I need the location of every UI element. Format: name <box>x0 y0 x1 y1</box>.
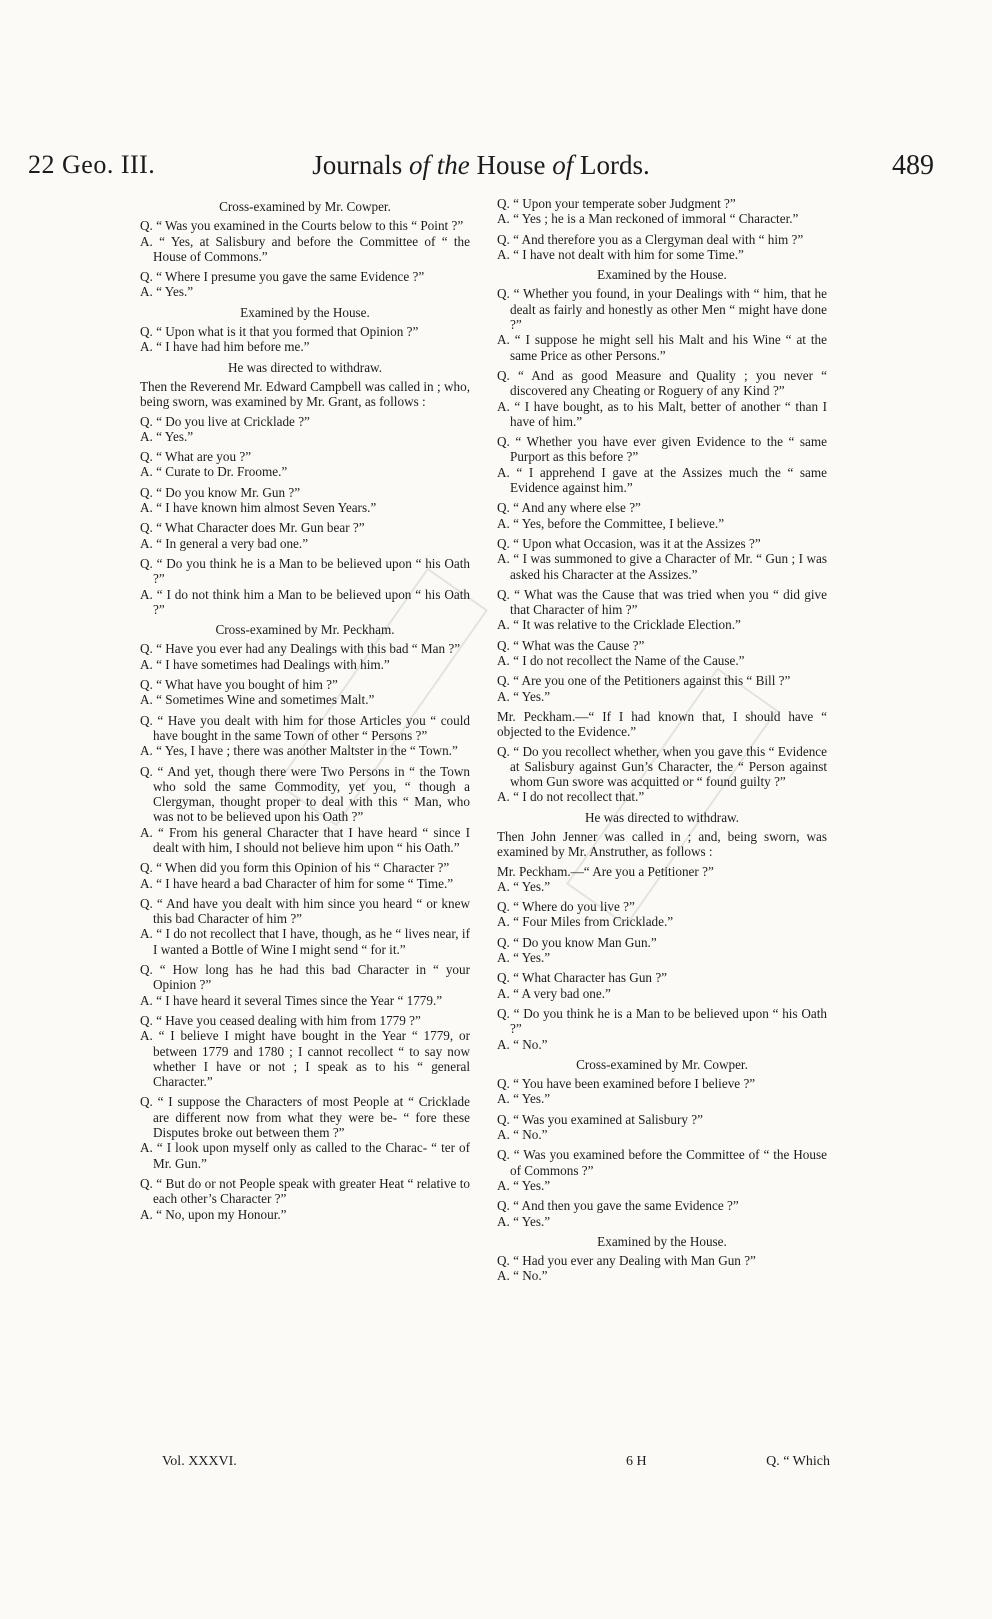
qa-line: A. “ I have had him before me.” <box>140 339 310 355</box>
qa-line: Q. “ Do you live at Cricklade ?” <box>140 413 310 429</box>
question-answer <box>140 1013 470 1089</box>
qa-line: Q. “ And then you gave the same Evidence ?” <box>497 1198 739 1214</box>
qa-line: Q. “ Whether you found, in your Dealings with “ him, that he dealt as fairly and honestly as other Men “ might have done ?” <box>497 286 827 333</box>
question-answer <box>497 1006 827 1052</box>
qa-line: Q. “ How long has he had this bad Character in “ your Opinion ?” <box>140 962 470 993</box>
qa-line: Q. “ What Character does Mr. Gun bear ?” <box>140 520 365 536</box>
section-heading: Examined by the House. <box>597 1233 727 1249</box>
qa-line: A. “ No.” <box>497 1268 548 1284</box>
question-answer <box>497 232 827 263</box>
qa-line: A. “ I have not dealt with him for some Time.” <box>497 246 744 262</box>
question-answer <box>140 1176 470 1222</box>
question-answer <box>140 520 470 551</box>
qa-line: A. “ Yes.” <box>497 950 551 966</box>
qa-line: A. “ I suppose he might sell his Malt and his Wine “ at the same Price as other Persons.” <box>497 332 827 363</box>
question-answer <box>140 218 470 264</box>
qa-line: A. “ No, upon my Honour.” <box>140 1206 287 1222</box>
question-answer <box>497 536 827 582</box>
title-word: Journals <box>312 150 403 180</box>
question-answer <box>497 1076 827 1107</box>
question-answer <box>140 556 470 617</box>
question-answer <box>497 1198 827 1229</box>
qa-line: Q. “ What was the Cause that was tried when you “ did give that Character of him ?” <box>497 586 827 618</box>
qa-line: A. “ I was summoned to give a Character of Mr. “ Gun ; I was asked his Character at the Assizes.” <box>497 551 827 582</box>
qa-line: A. “ Yes.” <box>140 428 194 444</box>
qa-line: A. “ Yes, before the Committee, I believe.” <box>497 515 725 531</box>
qa-line: Q. “ Have you dealt with him for those Articles you “ could have bought in the same Town of other “ Persons ?” <box>140 712 470 743</box>
qa-line: A. “ I have sometimes had Dealings with him.” <box>140 656 390 672</box>
qa-line: Q. “ Upon what is it that you formed that Opinion ?” <box>140 324 419 340</box>
section-heading: Cross-examined by Mr. Peckham. <box>215 622 395 638</box>
qa-line: Q. “ And any where else ?” <box>497 500 641 516</box>
qa-line: Q. “ Upon your temperate sober Judgment ?” <box>497 196 736 211</box>
question-answer <box>497 744 827 805</box>
section-heading: Examined by the House. <box>240 304 370 320</box>
question-answer <box>497 673 827 704</box>
qa-line: Q. “ What Character has Gun ?” <box>497 970 668 986</box>
title-word: House <box>476 150 546 180</box>
qa-line: Q. “ I suppose the Characters of most People at “ Cricklade are different now from what they were be- “ fore these Disputes broke out between them ?” <box>140 1094 470 1141</box>
qa-line: Q. “ Do you think he is a Man to be believed upon “ his Oath ?” <box>497 1005 827 1037</box>
qa-line: Q. “ And therefore you as a Clergyman deal with “ him ?” <box>497 231 804 247</box>
question-answer <box>140 324 470 355</box>
question-answer <box>497 587 827 633</box>
qa-line: A. “ It was relative to the Cricklade Election.” <box>497 617 741 633</box>
qa-line: A. “ I do not recollect that.” <box>497 789 645 805</box>
qa-line: Q. “ Was you examined before the Committee of “ the House of Commons ?” <box>497 1147 827 1178</box>
left-column <box>140 196 470 1227</box>
qa-line: A. “ I have known him almost Seven Years.” <box>140 500 377 516</box>
page-header <box>28 150 934 190</box>
qa-line: A. “ I have bought, as to his Malt, better of another “ than I have of him.” <box>497 398 827 429</box>
question-answer <box>497 935 827 966</box>
qa-line: Q. “ And have you dealt with him since you heard “ or knew this bad Character of him ?” <box>140 895 470 927</box>
qa-line: A. “ I do not think him a Man to be believed upon “ his Oath ?” <box>140 586 470 617</box>
question-answer <box>497 970 827 1001</box>
question-answer <box>497 899 827 930</box>
qa-line: A. “ Yes.” <box>497 878 551 894</box>
section-heading: Cross-examined by Mr. Cowper. <box>576 1056 748 1072</box>
question-answer <box>497 638 827 669</box>
right-column <box>497 196 827 1289</box>
qa-line: Q. “ And yet, though there were Two Persons in “ the Town who sold the same Commodity, yet you, “ though a Clergyman, thought proper to deal with this “ Man, who was not to be believed upon his Oath ?” <box>140 763 470 825</box>
catchword: Q. “ Which <box>766 1454 830 1469</box>
question-answer <box>140 414 470 445</box>
qa-line: A. “ Yes.” <box>497 1091 551 1107</box>
section-heading: He was directed to withdraw. <box>584 809 740 825</box>
narrative-paragraph: Mr. Peckham.—“ If I had known that, I should have “ objected to the Evidence.” <box>497 708 827 740</box>
title-word: Lords. <box>580 150 650 180</box>
qa-line: Q. “ What have you bought of him ?” <box>140 677 338 693</box>
qa-line: A. “ A very bad one.” <box>497 985 611 1001</box>
qa-line: A. “ Yes ; he is a Man reckoned of immoral “ Character.” <box>497 211 799 227</box>
qa-line: A. “ Four Miles from Cricklade.” <box>497 914 674 930</box>
qa-line: Mr. Peckham.—“ Are you a Petitioner ?” <box>497 863 714 879</box>
question-answer <box>497 500 827 531</box>
question-answer <box>140 641 470 672</box>
title-word: the <box>436 150 470 180</box>
question-answer <box>497 286 827 362</box>
reign-label: 22 Geo. III. <box>28 150 156 179</box>
question-answer <box>497 1112 827 1143</box>
qa-line: A. “ Yes.” <box>497 1177 551 1193</box>
qa-line: A. “ I believe I might have bought in the Year “ 1779, or between 1779 and 1780 ; I cannot recollect “ to say now whether I have or not ; I speak as to his “ general Character.” <box>140 1028 470 1090</box>
qa-line: Q. “ Where I presume you gave the same Evidence ?” <box>140 269 425 285</box>
qa-line: A. “ Curate to Dr. Froome.” <box>140 464 288 480</box>
qa-line: Q. “ What are you ?” <box>140 449 252 465</box>
question-answer <box>497 1253 827 1284</box>
qa-line: Q. “ Have you ceased dealing with him from 1779 ?” <box>140 1012 421 1028</box>
question-answer <box>497 196 827 227</box>
question-answer <box>140 896 470 957</box>
qa-line: A. “ Yes.” <box>140 284 194 300</box>
narrative-paragraph: Then John Jenner was called in ; and, being sworn, was examined by Mr. Anstruther, as follows : <box>497 828 827 860</box>
qa-line: Q. “ Are you one of the Petitioners against this “ Bill ?” <box>497 673 791 689</box>
section-heading: He was directed to withdraw. <box>227 359 383 375</box>
qa-line: Q. “ Where do you live ?” <box>497 899 635 915</box>
qa-line: Q. “ Had you ever any Dealing with Man Gun ?” <box>497 1253 756 1269</box>
title-word: of <box>408 150 430 180</box>
qa-line: A. “ Yes, I have ; there was another Maltster in the “ Town.” <box>140 743 458 759</box>
qa-line: Q. “ But do or not People speak with greater Heat “ relative to each other’s Character ?” <box>140 1175 470 1207</box>
question-answer <box>140 764 470 856</box>
qa-line: A. “ Yes.” <box>497 1213 551 1229</box>
question-answer <box>140 1094 470 1170</box>
qa-line: A. “ I do not recollect the Name of the Cause.” <box>497 653 745 669</box>
question-answer <box>497 1147 827 1193</box>
qa-line: Q. “ Whether you have ever given Evidence to the “ same Purport as this before ?” <box>497 434 827 465</box>
qa-line: A. “ I look upon myself only as called to the Charac- “ ter of Mr. Gun.” <box>140 1140 470 1171</box>
qa-line: Q. “ Do you know Man Gun.” <box>497 934 657 950</box>
qa-line: A. “ Yes.” <box>497 688 551 704</box>
qa-line: A. “ No.” <box>497 1127 548 1143</box>
qa-line: Q. “ Do you recollect whether, when you gave this “ Evidence at Salisbury against Gun’s Character, the “ Person against whom Gun swore was acquitted or “ found guilty ?” <box>497 743 827 790</box>
title-word: of <box>552 150 574 180</box>
question-answer <box>140 860 470 891</box>
qa-line: Q. “ Was you examined in the Courts below to this “ Point ?” <box>140 218 464 234</box>
signature-mark: 6 H <box>626 1454 647 1469</box>
qa-line: Q. “ Upon what Occasion, was it at the Assizes ?” <box>497 535 761 551</box>
qa-line: A. “ No.” <box>497 1036 548 1052</box>
question-answer <box>497 864 827 895</box>
volume-label: Vol. XXXVI. <box>162 1454 237 1469</box>
page-number: 489 <box>892 150 934 181</box>
question-answer <box>497 434 827 495</box>
qa-line: Q. “ When did you form this Opinion of his “ Character ?” <box>140 860 450 876</box>
qa-line: A. “ In general a very bad one.” <box>140 535 309 551</box>
question-answer <box>140 713 470 759</box>
qa-line: A. “ I apprehend I gave at the Assizes much the “ same Evidence against him.” <box>497 464 827 496</box>
narrative-paragraph: Then the Reverend Mr. Edward Campbell was called in ; who, being sworn, was examined by Mr. Grant, as follows : <box>140 378 470 410</box>
question-answer <box>140 677 470 708</box>
qa-line: Q. “ What was the Cause ?” <box>497 637 645 653</box>
question-answer <box>140 269 470 300</box>
qa-line: Q. “ And as good Measure and Quality ; you never “ discovered any Cheating or Roguery of any Kind ?” <box>497 367 827 399</box>
question-answer <box>140 449 470 480</box>
qa-line: Q. “ Have you ever had any Dealings with this bad “ Man ?” <box>140 641 461 657</box>
qa-line: A. “ I have heard it several Times since the Year “ 1779.” <box>140 992 443 1008</box>
section-heading: Examined by the House. <box>597 267 727 283</box>
question-answer <box>140 962 470 1008</box>
qa-line: A. “ Sometimes Wine and sometimes Malt.” <box>140 692 375 708</box>
section-heading: Cross-examined by Mr. Cowper. <box>219 199 391 214</box>
question-answer <box>497 368 827 429</box>
qa-line: Q. “ You have been examined before I believe ?” <box>497 1076 756 1092</box>
question-answer <box>140 485 470 516</box>
qa-line: A. “ I have heard a bad Character of him for some “ Time.” <box>140 875 454 891</box>
qa-line: A. “ I do not recollect that I have, though, as he “ lives near, if I wanted a Bottle of Wine I might send “ for it.” <box>140 926 470 957</box>
qa-line: Q. “ Was you examined at Salisbury ?” <box>497 1111 703 1127</box>
qa-line: Q. “ Do you know Mr. Gun ?” <box>140 484 301 500</box>
qa-line: A. “ Yes, at Salisbury and before the Committee of “ the House of Commons.” <box>140 233 470 264</box>
qa-line: A. “ From his general Character that I have heard “ since I dealt with him, I should not believe him upon “ his Oath.” <box>140 824 470 855</box>
qa-line: Q. “ Do you think he is a Man to be believed upon “ his Oath ?” <box>140 555 470 587</box>
page-footer <box>140 1454 830 1474</box>
journal-title <box>28 150 934 181</box>
